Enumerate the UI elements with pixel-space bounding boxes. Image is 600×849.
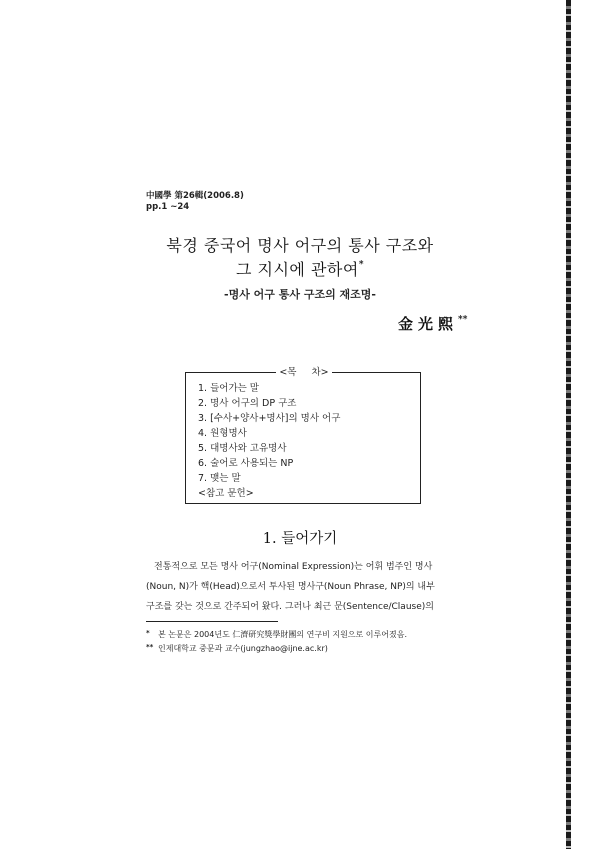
toc-heading: <목 차> [276,364,332,378]
footnote-mark: * [146,629,150,637]
body-paragraph [146,557,458,617]
paper-title-line-1: 북경 중국어 명사 어구의 통사 구조와 [166,236,434,255]
footnote-text: 인제대학교 중문과 교수(jungzhao@ijne.ac.kr) [158,644,328,653]
paper-subtitle: -명사 어구 통사 구조의 재조명- [224,288,376,301]
footnote [146,641,407,655]
body-line: 전통적으로 모든 명사 어구(Nominal Expression)는 어휘 범주인 명사 [154,562,433,572]
toc-list [198,381,340,501]
toc-item: 6. 술어로 사용되는 NP [198,458,294,469]
toc-item: 5. 대명사와 고유명사 [198,443,287,454]
toc-item: 2. 명사 어구의 DP 구조 [198,398,297,409]
author [398,313,467,334]
paper-title-line-2 [0,257,600,280]
toc-item: 4. 원형명사 [198,428,247,439]
toc-item: <참고 문헌> [198,488,254,499]
body-line: (Noun, N)가 핵(Head)으로서 투사된 명사구(Noun Phrase, NP)의 내부 [146,582,435,592]
author-name: 金光熙 [398,315,459,333]
journal-citation: 中國學 第26輯(2006.8) [146,191,244,201]
page-edge-border [566,0,571,849]
paper-title-line-2-text: 그 지시에 관하여 [235,260,359,279]
footnotes [146,627,407,655]
footnote-text: 본 논문은 2004년도 仁濟研究獎學財團의 연구비 지원으로 이루어졌음. [158,630,407,639]
page-range: pp.1 ~24 [146,202,190,212]
footnote-mark: ** [146,643,154,651]
author-footnote-mark: ** [458,315,468,325]
journal-info [146,191,244,213]
toc-item: 7. 맺는 말 [198,473,241,484]
body-line: 구조를 갖는 것으로 간주되어 왔다. 그러나 최근 문(Sentence/Clause)의 [146,602,434,612]
title-footnote-mark: * [358,260,365,270]
footnote-divider [146,621,278,622]
toc-item: 3. [수사+양사+명사]의 명사 어구 [198,413,341,424]
footnote [146,627,407,641]
toc-item: 1. 들어가는 말 [198,383,259,394]
section-heading: 1. 들어가기 [262,531,338,547]
